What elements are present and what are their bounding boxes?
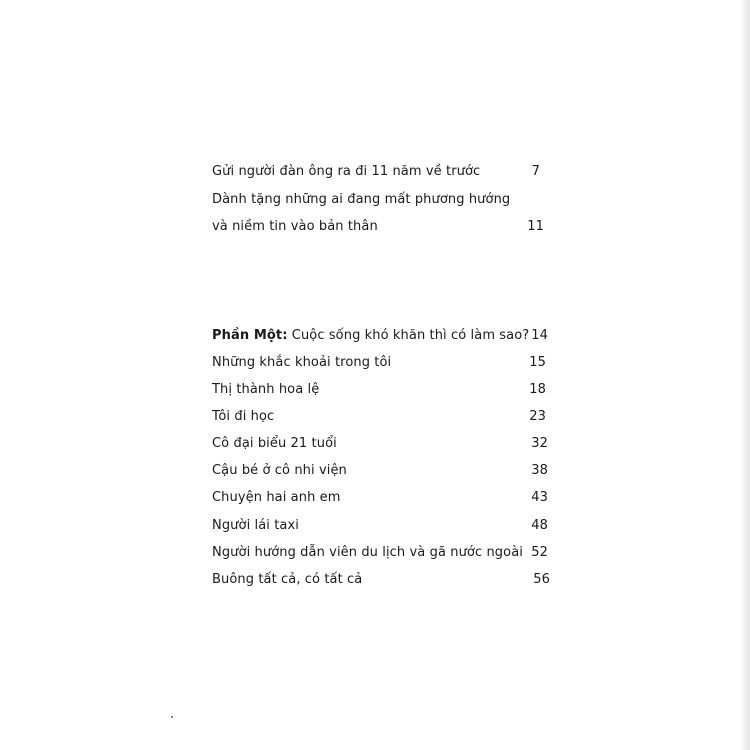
paper-speck: [171, 716, 173, 718]
toc-part-heading: [212, 326, 548, 346]
toc-entry-dedication-2: [212, 190, 552, 210]
toc-entry-page: 23: [529, 409, 546, 424]
toc-entry-dedication-3: [212, 217, 552, 237]
toc-entry: [212, 516, 548, 536]
toc-entry-title: Dành tặng những ai đang mất phương hướng: [212, 192, 511, 207]
toc-entry-title: Gửi người đàn ông ra đi 11 năm về trước: [212, 164, 481, 179]
toc-entry-title: Buông tất cả, có tất cả: [212, 572, 363, 587]
toc-entry-title: Những khắc khoải trong tôi: [212, 355, 392, 370]
toc-entry-page: 48: [531, 518, 548, 533]
toc-entry-page: 18: [529, 382, 546, 397]
toc-entry: [212, 461, 548, 481]
toc-entry-title: Cậu bé ở cô nhi viện: [212, 463, 347, 478]
toc-entry-page: 14: [531, 328, 548, 343]
toc-entry-title: Chuyện hai anh em: [212, 490, 341, 505]
toc-entry-page: 43: [531, 490, 548, 505]
toc-entry-page: 56: [533, 572, 550, 587]
part-title: Cuộc sống khó khăn thì có làm sao?: [287, 328, 530, 343]
toc-entry-title: Cô đại biểu 21 tuổi: [212, 436, 337, 451]
toc-entry-title: Người lái taxi: [212, 518, 300, 533]
page-edge-shadow: [740, 0, 750, 750]
toc-entry-title: Người hướng dẫn viên du lịch và gã nước ngoài: [212, 545, 523, 560]
toc-entry: [212, 353, 546, 373]
toc-entry-title: Thị thành hoa lệ: [212, 382, 320, 397]
toc-entry: [212, 407, 546, 427]
toc-entry-page: 11: [527, 219, 544, 234]
toc-entry: [212, 543, 548, 563]
toc-entry-page: 52: [531, 545, 548, 560]
toc-entry-page: 15: [529, 355, 546, 370]
toc-entry: [212, 570, 550, 590]
toc-entry-title: và niềm tin vào bản thân: [212, 219, 378, 234]
part-label: Phần Một:: [212, 328, 288, 343]
toc-entry: [212, 380, 546, 400]
toc-entry-page: 38: [531, 463, 548, 478]
toc-entry: [212, 434, 548, 454]
toc-entry: [212, 488, 548, 508]
toc-entry-title: Tôi đi học: [212, 409, 275, 424]
toc-entry-page: 7: [531, 164, 540, 179]
toc-entry-dedication-1: [212, 162, 552, 182]
toc-entry-page: 32: [531, 436, 548, 451]
